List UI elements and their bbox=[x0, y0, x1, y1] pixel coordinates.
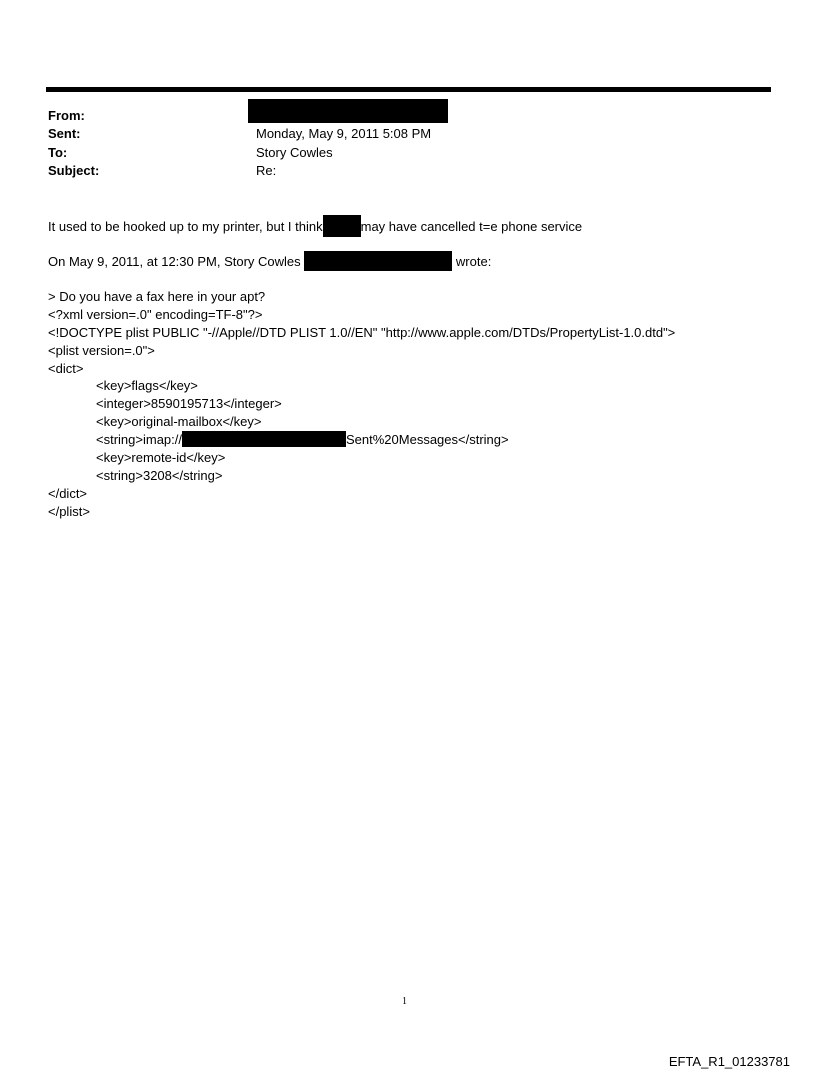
string-imap-part-2: Sent%20Messages</string> bbox=[346, 432, 509, 447]
subject-value: Re: bbox=[256, 163, 277, 178]
quote-line: > Do you have a fax here in your apt? bbox=[48, 289, 266, 304]
sent-value: Monday, May 9, 2011 5:08 PM bbox=[256, 126, 432, 141]
dict-close: </dict> bbox=[48, 486, 88, 501]
key-mailbox: <key>original-mailbox</key> bbox=[96, 414, 262, 429]
sent-label: Sent: bbox=[48, 126, 81, 141]
redaction-email bbox=[304, 251, 452, 271]
plist-open: <plist version=.0"> bbox=[48, 343, 155, 358]
dict-open: <dict> bbox=[48, 361, 84, 376]
to-value: Story Cowles bbox=[256, 145, 333, 160]
body-line-1-part-1: It used to be hooked up to my printer, but I think bbox=[48, 219, 323, 234]
string-remote: <string>3208</string> bbox=[96, 468, 223, 483]
from-label: From: bbox=[48, 108, 85, 123]
body-line-1 bbox=[48, 215, 582, 237]
body-line-2 bbox=[48, 251, 491, 271]
subject-label: Subject: bbox=[48, 163, 100, 178]
to-label: To: bbox=[48, 145, 68, 160]
doctype-line: <!DOCTYPE plist PUBLIC "-//Apple//DTD PLIST 1.0//EN" "http://www.apple.com/DTDs/PropertyList-1.0.dtd"> bbox=[48, 325, 676, 340]
key-remote: <key>remote-id</key> bbox=[96, 450, 226, 465]
string-imap bbox=[96, 431, 509, 449]
key-flags: <key>flags</key> bbox=[96, 378, 198, 393]
string-imap-part-1: <string>imap:// bbox=[96, 432, 182, 447]
body-line-2-part-1: On May 9, 2011, at 12:30 PM, Story Cowles bbox=[48, 254, 301, 269]
document-id: EFTA_R1_01233781 bbox=[668, 1054, 790, 1069]
body-line-1-part-2: may have cancelled t=e phone service bbox=[360, 219, 583, 234]
body-line-2-part-2: wrote: bbox=[455, 254, 492, 269]
header-rule bbox=[46, 87, 771, 92]
page-number: 1 bbox=[402, 996, 407, 1007]
redaction-imap bbox=[182, 431, 346, 447]
plist-close: </plist> bbox=[48, 504, 90, 519]
redaction-name bbox=[323, 215, 361, 237]
integer-flags: <integer>8590195713</integer> bbox=[96, 396, 282, 411]
redaction-from bbox=[248, 99, 448, 123]
xml-declaration: <?xml version=.0" encoding=TF-8"?> bbox=[48, 307, 263, 322]
